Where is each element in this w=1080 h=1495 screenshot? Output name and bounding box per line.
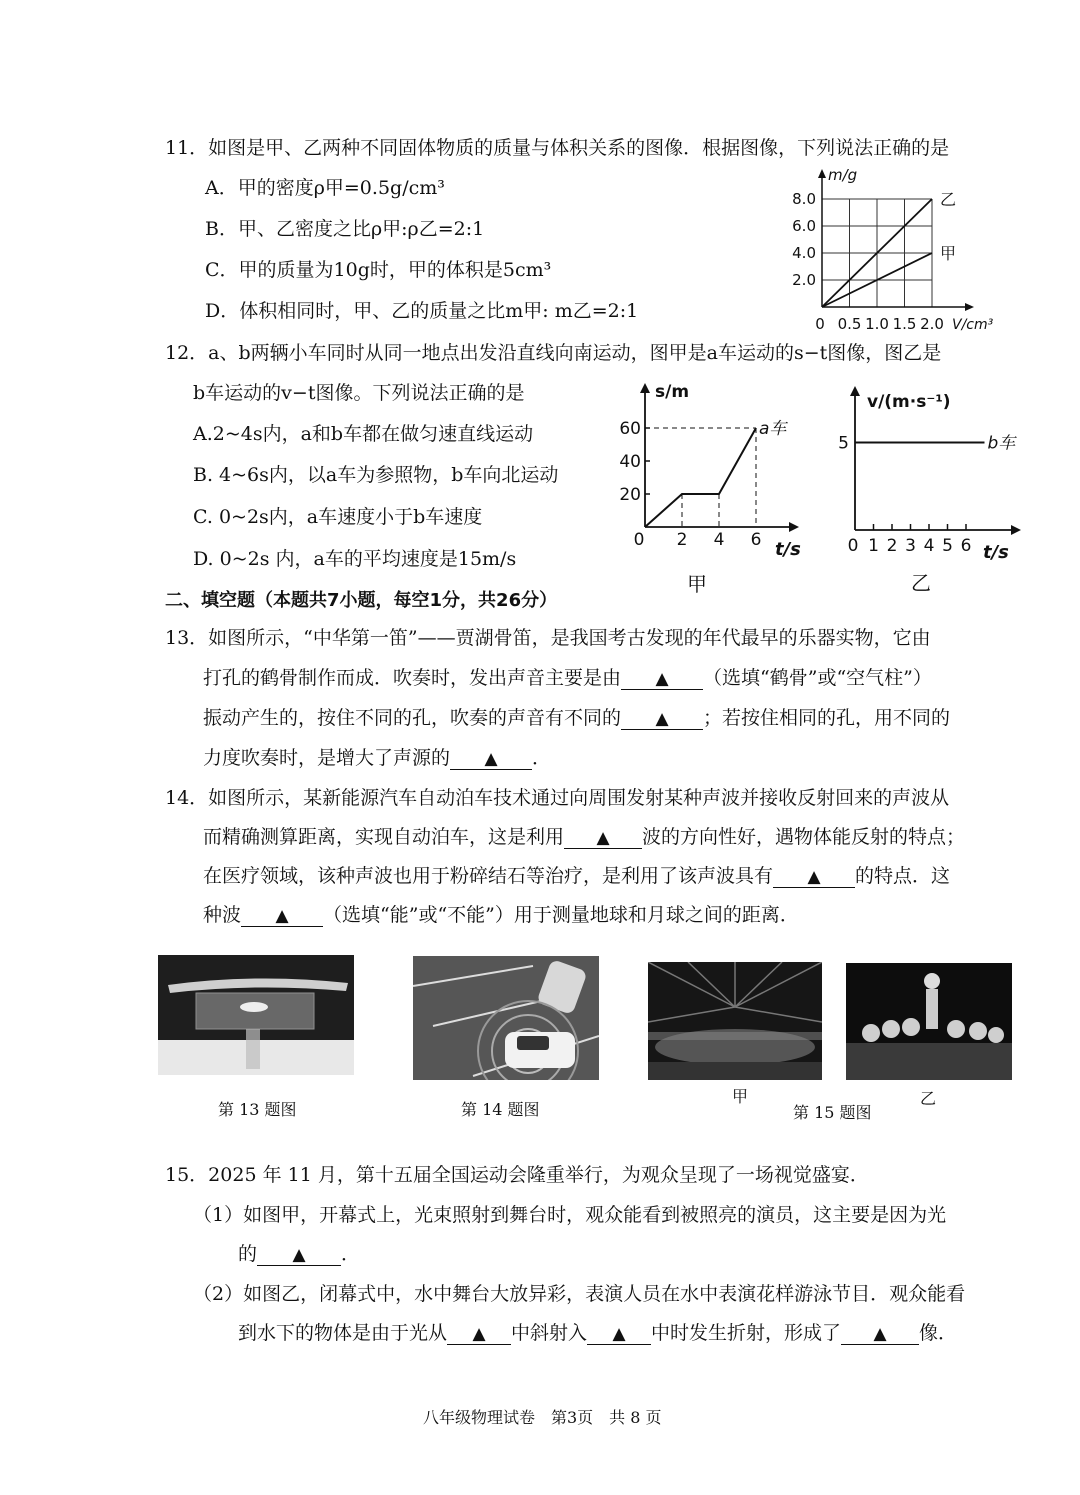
q13-line1: 13．如图所示，“中华第一笛”——贾湖骨笛，是我国考古发现的年代最早的乐器实物，它由 <box>165 627 931 649</box>
section-header: 二、填空题（本题共7小题，每空1分，共26分） <box>165 590 558 611</box>
x-tick-label: 1.5 <box>892 315 917 333</box>
x-tick-label: 0 <box>633 530 645 550</box>
q15-text: ． <box>341 1243 361 1265</box>
q13-text: 振动产生的，按住不同的孔，吹奏的声音有不同的 <box>203 707 622 729</box>
caption-jia: 甲 <box>732 1087 749 1106</box>
answer-blank[interactable]: ▲ <box>587 1324 651 1345</box>
x-axis-label: t/s <box>775 539 801 560</box>
x-tick-label: 4 <box>713 530 725 550</box>
y-axis-arrow <box>640 383 650 393</box>
x-tick-label: 2 <box>886 536 898 556</box>
x-tick-label: 3 <box>905 536 916 556</box>
y-axis-arrow <box>850 386 860 396</box>
answer-blank[interactable]: ▲ <box>841 1324 919 1345</box>
q15-text: 到水下的物体是由于光从 <box>238 1322 448 1344</box>
series-label: 乙 <box>940 190 957 209</box>
q13-text: 力度吹奏时，是增大了声源的 <box>203 747 451 769</box>
y-axis-label: m/g <box>828 166 858 184</box>
x-axis-label: t/s <box>983 542 1009 563</box>
chart-title: 甲 <box>687 572 707 596</box>
q15-text: 中时发生折射，形成了 <box>651 1322 842 1344</box>
y-axis-label: v/(m·s⁻¹) <box>867 392 951 412</box>
q14-text: （选填“能”或“不能”）用于测量地球和月球之间的距离． <box>323 904 799 926</box>
caption-fig13: 第 13 题图 <box>218 1100 297 1119</box>
q11-stem: 11．如图是甲、乙两种不同固体物质的质量与体积关系的图像．根据图像，下列说法正确的是 <box>165 137 950 159</box>
series-line-a <box>645 428 756 527</box>
q14-text: 种波 <box>203 904 242 926</box>
y-tick-label: 4.0 <box>792 244 816 262</box>
y-tick-label: 5 <box>838 433 849 454</box>
q14-line2 <box>203 825 965 849</box>
q13-text: ． <box>532 747 552 769</box>
y-tick-label: 20 <box>619 485 641 505</box>
x-tick-label: 1 <box>868 536 879 556</box>
q14-text: 波的方向性好，遇物体能反射的特点； <box>642 826 966 848</box>
s-t-chart <box>615 375 820 600</box>
q11-option-d: D．体积相同时，甲、乙的质量之比m甲: m乙=2:1 <box>205 300 639 322</box>
q11-option-a: A．甲的密度ρ甲=0.5g/cm³ <box>205 177 445 199</box>
q15-part2-line2 <box>238 1321 957 1345</box>
q14-line4 <box>203 903 799 927</box>
y-tick-label: 6.0 <box>792 217 816 235</box>
series-label: 甲 <box>940 244 957 263</box>
x-axis-arrow <box>1011 525 1021 535</box>
x-tick-label: 0 <box>847 536 859 556</box>
q14-text: 在医疗领域，该种声波也用于粉碎结石等治疗，是利用了该声波具有 <box>203 865 774 887</box>
series-label: a车 <box>759 419 787 439</box>
page-footer: 八年级物理试卷 第3页 共 8 页 <box>423 1408 662 1427</box>
opening-ceremony-photo <box>648 962 822 1080</box>
q12-stem-line1: 12．a、b两辆小车同时从同一地点出发沿直线向南运动，图甲是a车运动的s−t图像，图乙是 <box>165 342 942 364</box>
q13-line3 <box>203 706 950 730</box>
y-tick-label: 40 <box>619 452 641 472</box>
q14-text: 而精确测算距离，实现自动泊车，这是利用 <box>203 826 565 848</box>
q12-option-a: A.2~4s内，a和b车都在做匀速直线运动 <box>193 423 534 445</box>
q12-option-c: C. 0~2s内，a车速度小于b车速度 <box>193 506 483 528</box>
answer-blank[interactable]: ▲ <box>447 1324 511 1345</box>
x-tick-label: 6 <box>750 530 762 550</box>
q15-part1-line1: （1）如图甲，开幕式上，光束照射到舞台时，观众能看到被照亮的演员，这主要是因为光 <box>193 1204 947 1226</box>
bone-flute-photo <box>158 955 354 1075</box>
chart-title: 乙 <box>911 571 931 595</box>
y-axis-label: s/m <box>655 382 690 402</box>
q12-stem-line2: b车运动的v−t图像。下列说法正确的是 <box>193 382 525 404</box>
x-tick-label: 2 <box>676 530 688 550</box>
x-axis-arrow <box>965 303 974 311</box>
x-tick-label: 0.5 <box>837 315 862 333</box>
caption-fig14: 第 14 题图 <box>461 1100 540 1119</box>
q15-stem: 15．2025 年 11 月，第十五届全国运动会隆重举行，为观众呈现了一场视觉盛宴． <box>165 1164 869 1186</box>
x-tick-label: 2.0 <box>920 315 944 333</box>
q13-text: ；若按住相同的孔，用不同的 <box>703 707 951 729</box>
x-tick-label: 0 <box>815 315 825 333</box>
q14-line3 <box>203 864 950 888</box>
x-axis-label: V/cm³ <box>952 317 994 333</box>
q14-text: 的特点．这 <box>855 865 951 887</box>
q12-option-d: D. 0~2s 内，a车的平均速度是15m/s <box>193 548 517 570</box>
q15-text: 中斜射入 <box>511 1322 588 1344</box>
caption-yi: 乙 <box>920 1089 937 1108</box>
x-tick-label: 4 <box>923 536 935 556</box>
q15-part1-line2 <box>238 1242 360 1266</box>
x-axis-arrow <box>789 522 799 532</box>
y-axis-arrow <box>818 169 826 178</box>
q13-text: 打孔的鹤骨制作而成．吹奏时，发出声音主要是由 <box>203 667 622 689</box>
answer-blank[interactable]: ▲ <box>621 709 703 730</box>
x-tick-label: 5 <box>942 536 953 556</box>
answer-blank[interactable]: ▲ <box>564 828 642 849</box>
q13-line2 <box>203 666 932 690</box>
q15-text: 的 <box>238 1243 258 1265</box>
q12-option-b: B. 4~6s内，以a车为参照物，b车向北运动 <box>193 464 559 486</box>
answer-blank[interactable]: ▲ <box>257 1245 341 1266</box>
q11-option-c: C．甲的质量为10g时，甲的体积是5cm³ <box>205 259 552 281</box>
x-tick-label: 6 <box>960 536 972 556</box>
y-tick-label: 8.0 <box>792 190 816 208</box>
x-tick-label: 1.0 <box>865 315 889 333</box>
q13-line4 <box>203 746 551 770</box>
caption-fig15: 第 15 题图 <box>793 1103 872 1122</box>
answer-blank[interactable]: ▲ <box>450 749 532 770</box>
answer-blank[interactable]: ▲ <box>241 906 323 927</box>
q15-text: 像． <box>919 1322 958 1344</box>
q14-line1: 14．如图所示，某新能源汽车自动泊车技术通过向周围发射某种声波并接收反射回来的声波从 <box>165 787 950 809</box>
y-tick-label: 60 <box>619 419 641 439</box>
water-stage-photo <box>846 963 1012 1080</box>
q13-text: （选填“鹤骨”或“空气柱”） <box>703 667 932 689</box>
q11-option-b: B．甲、乙密度之比ρ甲:ρ乙=2:1 <box>205 218 485 240</box>
answer-blank[interactable]: ▲ <box>621 669 703 690</box>
mass-volume-chart <box>780 165 1020 340</box>
series-label: b车 <box>987 433 1016 454</box>
parking-car-photo <box>413 956 599 1080</box>
answer-blank[interactable]: ▲ <box>773 867 855 888</box>
q15-part2-line1: （2）如图乙，闭幕式中，水中舞台大放异彩，表演人员在水中表演花样游泳节目．观众能看 <box>193 1283 966 1305</box>
y-tick-label: 2.0 <box>792 271 816 289</box>
v-t-chart <box>825 380 1030 600</box>
